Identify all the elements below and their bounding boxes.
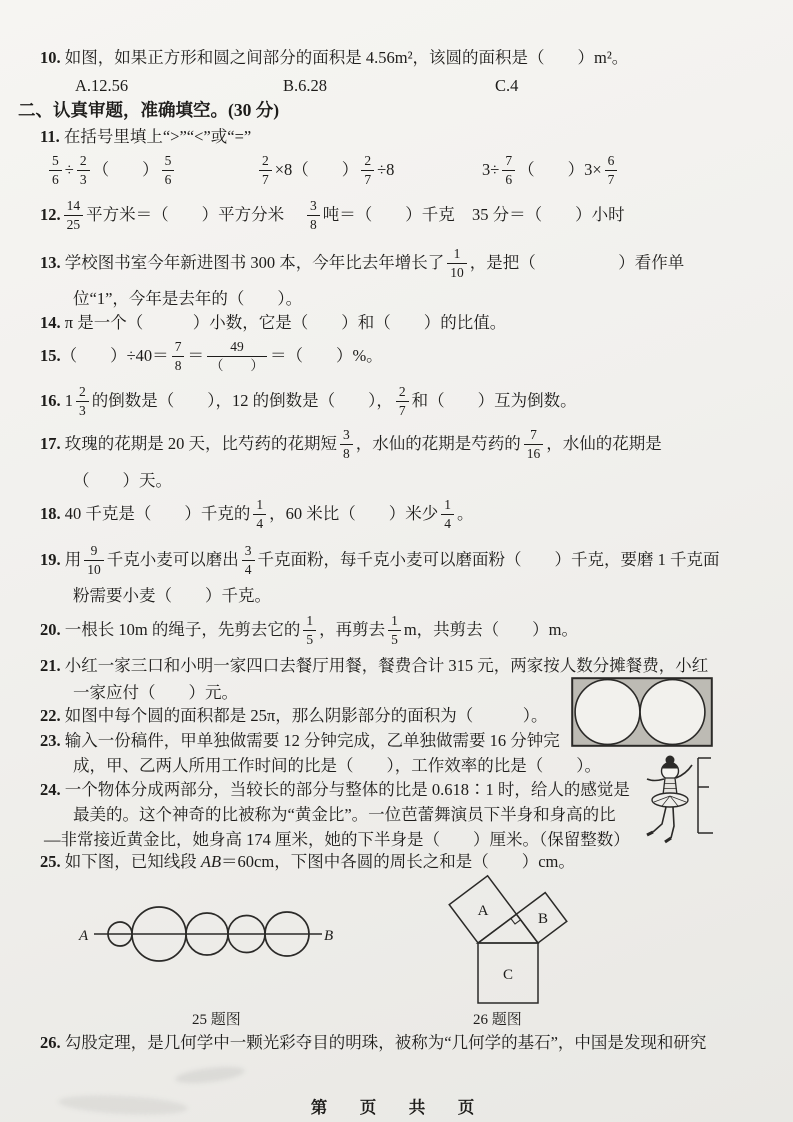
text-run: 位“1”，今年是去年的（ ）。 <box>73 288 303 308</box>
height-bracket <box>698 758 713 833</box>
label-b: B <box>324 928 334 944</box>
text-run: 的倒数是（ ），12 的倒数是（ ）， <box>91 390 393 410</box>
hair <box>662 762 678 768</box>
question-24-line-2 <box>73 803 616 827</box>
question-12-part-1 <box>40 192 284 238</box>
fraction <box>303 613 316 646</box>
fraction-numerator: 5 <box>52 153 59 169</box>
text-run: ×8（ ） <box>274 159 359 179</box>
fraction-numerator: 2 <box>79 384 86 400</box>
ballerina-illustration <box>640 752 790 862</box>
fraction <box>361 153 374 186</box>
option-label: C.4 <box>495 75 519 95</box>
question-11-expression-1 <box>46 147 177 193</box>
text-run: ＝60cm，下图中各圆的周长之和是（ ）cm。 <box>221 851 575 871</box>
fraction-denominator: 5 <box>303 630 316 647</box>
label-square-c: C <box>502 967 514 983</box>
text-run: 1 <box>60 390 73 410</box>
fraction-numerator: 3 <box>244 543 252 559</box>
fraction-denominator: 10 <box>84 560 104 577</box>
fraction-denominator: 6 <box>162 170 175 187</box>
text-run: ，水仙的花期是 <box>546 433 662 453</box>
page-footer: 第 页 共 页 <box>310 1098 483 1117</box>
question-number: 10. <box>40 47 61 67</box>
fraction <box>172 339 185 372</box>
text-run: ＝（ ）%。 <box>269 345 383 365</box>
tutu <box>652 793 688 807</box>
question-26 <box>40 1031 706 1055</box>
fraction <box>242 543 255 576</box>
question-11 <box>40 125 251 149</box>
question-15 <box>40 330 383 382</box>
fraction <box>49 153 62 186</box>
question-number: 14. <box>40 312 61 332</box>
fraction-numerator: 1 <box>306 613 314 629</box>
question-number: 12. <box>40 204 61 224</box>
text-run: 40 千克是（ ）千克的 <box>60 503 251 523</box>
fraction-denominator: 3 <box>77 170 90 187</box>
figure-25-caption: 25 题图 <box>192 1011 241 1028</box>
fraction-numerator: 1 <box>453 246 461 262</box>
text-run: 千克面粉，每千克小麦可以磨面粉（ ）千克，要磨 1 千克面 <box>257 549 720 569</box>
question-number: 24. <box>40 779 61 799</box>
question-23-line-2 <box>73 754 601 778</box>
question-11-expression-3 <box>482 147 620 193</box>
fraction <box>447 246 467 279</box>
option-label: B.6.28 <box>283 75 328 95</box>
fraction <box>253 497 266 530</box>
question-13-line-1 <box>40 240 684 286</box>
fraction-denominator: 16 <box>524 444 544 461</box>
text-run: π 是一个（ ）小数，它是（ ）和（ ）的比值。 <box>60 312 507 332</box>
question-16 <box>40 378 577 424</box>
text-run: m，共剪去（ ）m。 <box>403 619 579 639</box>
text-run: ÷8 <box>377 159 395 179</box>
question-number: 19. <box>40 549 61 569</box>
text-run: 输入一份稿件，甲单独做需要 12 分钟完成，乙单独做需要 16 分钟完 <box>60 730 560 750</box>
question-number: 18. <box>40 503 61 523</box>
fraction-denominator: 4 <box>441 514 454 531</box>
fraction-numerator: 6 <box>607 153 615 169</box>
question-21-line-1 <box>40 654 708 678</box>
fraction-numerator: 14 <box>66 198 81 214</box>
left-circle <box>575 680 640 745</box>
question-12-part-2 <box>304 192 455 238</box>
question-19-line-1 <box>40 537 720 583</box>
question-17-line-2 <box>73 469 172 493</box>
fraction-numerator: 2 <box>398 384 406 400</box>
question-11-expression-2 <box>256 147 394 193</box>
question-13-line-2 <box>73 287 302 311</box>
text-run: 用 <box>60 549 82 569</box>
section-2-heading <box>18 99 279 123</box>
question-10-option-c <box>495 74 518 98</box>
text-run: 和（ ）互为倒数。 <box>411 390 577 410</box>
label-a: A <box>79 928 89 944</box>
fraction-numerator: 1 <box>256 497 264 513</box>
text-run: 平方米＝（ ）平方分米 <box>86 204 285 224</box>
fraction-numerator: 49 <box>230 339 244 355</box>
q25-circles-on-line-figure <box>78 898 338 973</box>
question-10-option-b <box>283 74 327 98</box>
fraction <box>76 384 89 417</box>
text-run: 吨＝（ ）千克 <box>322 204 455 224</box>
right-shoe <box>665 838 671 842</box>
text-run: 成，甲、乙两人所用工作时间的比是（ ），工作效率的比是（ ）。 <box>73 755 601 775</box>
fraction-denominator: 6 <box>49 170 62 187</box>
label-square-a: A <box>477 903 489 919</box>
fraction-denominator: 7 <box>361 170 374 187</box>
question-24-line-3 <box>44 828 630 852</box>
question-21-line-2 <box>73 681 238 705</box>
right-leg <box>671 807 674 838</box>
fraction-numerator: 2 <box>79 153 87 169</box>
fraction-denominator: 8 <box>172 356 185 373</box>
text-run: 一个物体分成两部分，当较长的部分与整体的比是 0.618∶1 时，给人的感觉是 <box>60 779 630 799</box>
text-run: （ ）÷40＝ <box>60 345 169 365</box>
fraction-denominator: 5 <box>388 630 401 647</box>
fraction-denominator: 3 <box>76 401 89 418</box>
text-run: （ ）天。 <box>73 470 172 490</box>
ballerina-figure <box>647 756 692 843</box>
text-run: （ ） <box>92 159 159 179</box>
fraction-denominator: 7 <box>396 401 409 418</box>
question-17-line-1 <box>40 421 662 467</box>
question-number: 17. <box>40 433 61 453</box>
fraction <box>396 384 409 417</box>
question-24-line-1 <box>40 778 630 802</box>
question-23-line-1 <box>40 729 560 753</box>
question-number: 13. <box>40 252 61 272</box>
question-number: 22. <box>40 705 61 725</box>
text-run: 一根长 10m 的绳子，先剪去它的 <box>60 619 301 639</box>
text-run: 小红一家三口和小明一家四口去餐厅用餐，餐费合计 315 元，两家按人数分摊餐费，小红 <box>60 655 709 675</box>
text-run: ，水仙的花期是芍药的 <box>355 433 521 453</box>
question-number: 21. <box>40 655 61 675</box>
text-run: 千克小麦可以磨出 <box>106 549 239 569</box>
fraction-numerator: 1 <box>444 497 451 513</box>
question-20 <box>40 607 578 653</box>
fraction-numerator: 9 <box>90 543 98 559</box>
fraction <box>441 497 454 530</box>
fraction <box>340 427 353 460</box>
fraction-numerator: 3 <box>310 198 317 214</box>
italic-text-run: AB <box>200 851 222 871</box>
fraction <box>84 543 104 576</box>
fraction <box>388 613 401 646</box>
question-12-part-3 <box>472 192 625 238</box>
question-18 <box>40 491 474 537</box>
text-run: 最美的。这个神奇的比被称为“黄金比”。一位芭蕾舞演员下半身和身高的比 <box>73 804 616 824</box>
fraction-numerator: 5 <box>164 153 172 169</box>
left-shoe <box>647 832 653 835</box>
text-run: ＝ <box>187 345 204 365</box>
text-run: —非常接近黄金比，她身高 174 厘米，她的下半身是（ ）厘米。（保留整数） <box>44 829 630 849</box>
fraction <box>502 153 515 186</box>
text-run: 如图，如果正方形和圆之间部分的面积是 4.56m²，该圆的面积是（ ）m²。 <box>60 47 629 67</box>
question-number: 二、认真审题，准确填空。(30 分) <box>18 100 280 121</box>
fraction <box>259 153 272 186</box>
text-run: ，60 米比（ ）米少 <box>269 503 439 523</box>
text-run: 如下图，已知线段 <box>60 851 201 871</box>
text-run: 3÷ <box>482 159 500 179</box>
fraction-numerator: 7 <box>505 153 513 169</box>
figure-26-caption: 26 题图 <box>473 1011 522 1028</box>
fraction-denominator: 10 <box>447 263 467 280</box>
q26-pythagorean-figure <box>425 855 620 1007</box>
fraction-numerator: 2 <box>262 153 269 169</box>
text-run: ，是把（ ）看作单 <box>469 252 685 272</box>
fraction-numerator: 1 <box>391 613 398 629</box>
text-run: 学校图书室今年新进图书 300 本，今年比去年增长了 <box>60 252 445 272</box>
text-run: ÷ <box>64 159 74 179</box>
question-10 <box>40 46 628 70</box>
extended-arm <box>647 779 664 781</box>
fraction-denominator: 8 <box>307 215 320 232</box>
text-run: 玫瑰的花期是 20 天，比芍药的花期短 <box>60 433 337 453</box>
option-label: A.12.56 <box>75 75 129 95</box>
fraction-numerator: 7 <box>530 427 537 443</box>
right-circle <box>640 680 705 745</box>
fraction <box>64 198 84 231</box>
text-run: 在括号里填上“>”“<”或“=” <box>59 126 252 146</box>
right-angle-mark <box>511 918 521 924</box>
question-number: 11. <box>40 126 60 146</box>
fraction <box>207 339 267 372</box>
fraction-numerator: 2 <box>364 153 372 169</box>
fraction-numerator: 3 <box>343 427 350 443</box>
fraction <box>307 198 320 231</box>
fraction-denominator: （ ） <box>207 356 267 373</box>
question-19-line-2 <box>73 584 271 608</box>
fraction-denominator: 7 <box>605 170 618 187</box>
fraction-denominator: 6 <box>502 170 515 187</box>
fraction-denominator: 25 <box>64 215 84 232</box>
text-run: 勾股定理，是几何学中一颗光彩夺目的明珠，被称为“几何学的基石”，中国是发现和研究 <box>60 1032 707 1052</box>
text-run: 35 分＝（ ）小时 <box>472 204 625 224</box>
fraction-denominator: 7 <box>259 170 272 187</box>
fraction <box>524 427 544 460</box>
q22-shaded-rectangle-circles-figure <box>571 677 713 747</box>
fraction <box>77 153 90 186</box>
question-number: 23. <box>40 730 61 750</box>
fraction-denominator: 4 <box>242 560 255 577</box>
question-number: 25. <box>40 851 61 871</box>
question-number: 16. <box>40 390 61 410</box>
label-square-b: B <box>537 911 549 927</box>
fraction-numerator: 7 <box>174 339 182 355</box>
question-number: 26. <box>40 1032 61 1052</box>
text-run: ，再剪去 <box>319 619 386 639</box>
fraction <box>162 153 175 186</box>
question-22 <box>40 704 547 728</box>
question-number: 15. <box>40 345 61 365</box>
left-leg <box>653 807 666 832</box>
scan-smudge <box>174 1064 245 1086</box>
fraction-denominator: 8 <box>340 444 353 461</box>
text-run: 粉需要小麦（ ）千克。 <box>73 585 271 605</box>
text-run: 如图中每个圆的面积都是 25π，那么阴影部分的面积为（ ）。 <box>60 705 548 725</box>
question-number: 20. <box>40 619 61 639</box>
text-run: 一家应付（ ）元。 <box>73 682 238 702</box>
question-10-option-a <box>75 74 128 98</box>
text-run: （ ）3× <box>518 159 602 179</box>
fraction <box>605 153 618 186</box>
fraction-denominator: 4 <box>253 514 266 531</box>
text-run: 。 <box>457 503 474 523</box>
